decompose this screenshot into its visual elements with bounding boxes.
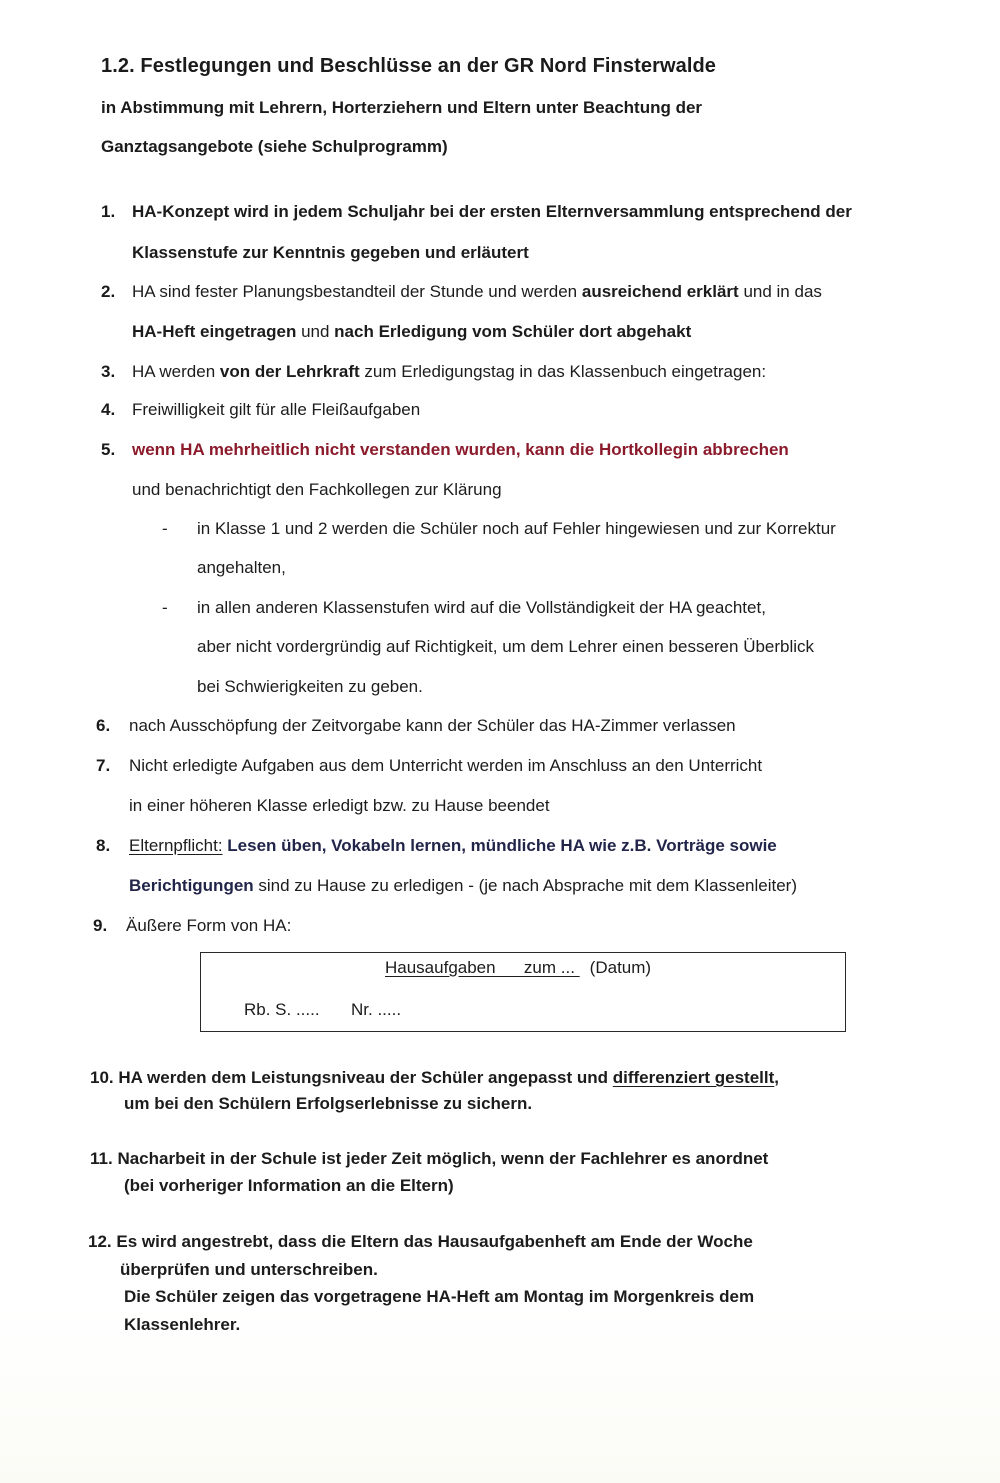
item-number: 6. xyxy=(96,716,111,735)
text-run: HA sind fester Planungsbestandteil der Stunde und werden xyxy=(132,282,582,301)
item-text xyxy=(132,282,822,302)
section-subtitle-line-1: in Abstimmung mit Lehrern, Horterziehern und Eltern unter Beachtung der xyxy=(101,98,703,117)
item-text: nach Ausschöpfung der Zeitvorgabe kann der Schüler das HA-Zimmer verlassen xyxy=(129,716,736,735)
rb-page-label: Rb. S. ..... xyxy=(244,1000,320,1019)
emphasis-text: nach Erledigung vom Schüler dort abgehakt xyxy=(334,322,692,341)
text-run: HA werden xyxy=(132,362,220,381)
item-number: 7. xyxy=(96,756,111,775)
item-text xyxy=(88,1232,753,1252)
item-number: 11. xyxy=(90,1149,113,1168)
item-number: 5. xyxy=(101,440,116,459)
highlighted-text: Lesen üben, Vokabeln lernen, mündliche HA wie z.B. Vorträge sowie xyxy=(222,836,777,855)
item-number: 2. xyxy=(101,282,116,301)
text-run: Es wird angestrebt, dass die Eltern das Hausaufgabenheft am Ende der Woche xyxy=(116,1232,753,1251)
text-run: Nacharbeit in der Schule ist jeder Zeit möglich, wenn der Fachlehrer es anordnet xyxy=(117,1149,769,1168)
item-text: um bei den Schülern Erfolgserlebnisse zu sichern. xyxy=(124,1094,533,1113)
bullet-text: in Klasse 1 und 2 werden die Schüler noch auf Fehler hingewiesen und zur Korrektur xyxy=(197,519,836,538)
text-run: , xyxy=(774,1068,780,1087)
item-text: überprüfen und unterschreiben. xyxy=(120,1260,378,1279)
item-text: HA-Konzept wird in jedem Schuljahr bei der ersten Elternversammlung entsprechend der xyxy=(132,202,852,221)
item-number: 9. xyxy=(93,916,108,935)
item-text: Klassenstufe zur Kenntnis gegeben und erläutert xyxy=(132,243,529,262)
box-header xyxy=(385,958,651,978)
item-text: Die Schüler zeigen das vorgetragene HA-Heft am Montag im Morgenkreis dem xyxy=(124,1287,755,1306)
underlined-label: Elternpflicht: xyxy=(129,836,223,855)
item-text: Nicht erledigte Aufgaben aus dem Unterricht werden im Anschluss an den Unterricht xyxy=(129,756,763,775)
item-text xyxy=(129,836,777,856)
homework-format-box xyxy=(200,952,846,1032)
item-text: (bei vorheriger Information an die Eltern) xyxy=(124,1176,454,1195)
dash-bullet-icon: - xyxy=(162,598,168,617)
text-run: zum Erledigungstag in das Klassenbuch eingetragen: xyxy=(359,362,767,381)
item-number: 1. xyxy=(101,202,116,221)
bullet-text: in allen anderen Klassenstufen wird auf die Vollständigkeit der HA geachtet, xyxy=(197,598,766,617)
dash-bullet-icon: - xyxy=(162,519,168,538)
text-run: HA werden dem Leistungsniveau der Schüler angepasst und xyxy=(118,1068,613,1087)
item-number: 12. xyxy=(88,1232,112,1251)
item-text xyxy=(90,1149,768,1169)
item-number: 4. xyxy=(101,400,116,419)
item-text: und benachrichtigt den Fachkollegen zur Klärung xyxy=(132,480,502,499)
box-header-date: (Datum) xyxy=(589,958,652,977)
item-number: 10. xyxy=(90,1068,114,1087)
emphasis-text: von der Lehrkraft xyxy=(219,362,360,381)
bullet-text: bei Schwierigkeiten zu geben. xyxy=(197,677,423,696)
section-title: 1.2. Festlegungen und Beschlüsse an der GR Nord Finsterwalde xyxy=(101,55,717,77)
emphasis-text: HA-Heft eingetragen xyxy=(132,322,297,341)
text-run: und xyxy=(296,322,335,341)
item-text xyxy=(132,362,766,382)
item-number: 8. xyxy=(96,836,111,855)
item-text: Freiwilligkeit gilt für alle Fleißaufgaben xyxy=(132,400,421,419)
highlighted-text: wenn HA mehrheitlich nicht verstanden wurden, kann die Hortkollegin abbrechen xyxy=(132,440,789,459)
highlighted-text: Berichtigungen xyxy=(129,876,254,895)
box-header-underlined: Hausaufgaben zum ... xyxy=(385,958,580,977)
underlined-text: differenziert gestellt xyxy=(612,1068,775,1087)
item-text xyxy=(132,322,691,342)
section-subtitle-line-2: Ganztagsangebote (siehe Schulprogramm) xyxy=(101,137,448,156)
item-text: Äußere Form von HA: xyxy=(126,916,292,935)
text-run: und in das xyxy=(738,282,822,301)
nr-label: Nr. ..... xyxy=(351,1000,402,1019)
item-text xyxy=(90,1068,779,1088)
bullet-text: aber nicht vordergründig auf Richtigkeit, um dem Lehrer einen besseren Überblick xyxy=(197,637,815,656)
item-number: 3. xyxy=(101,362,116,381)
bullet-text: angehalten, xyxy=(197,558,286,577)
item-text: in einer höheren Klasse erledigt bzw. zu Hause beendet xyxy=(129,796,550,815)
item-text: Klassenlehrer. xyxy=(124,1315,241,1334)
emphasis-text: ausreichend erklärt xyxy=(581,282,739,301)
item-text xyxy=(129,876,797,896)
text-run: sind zu Hause zu erledigen - (je nach Absprache mit dem Klassenleiter) xyxy=(253,876,797,895)
